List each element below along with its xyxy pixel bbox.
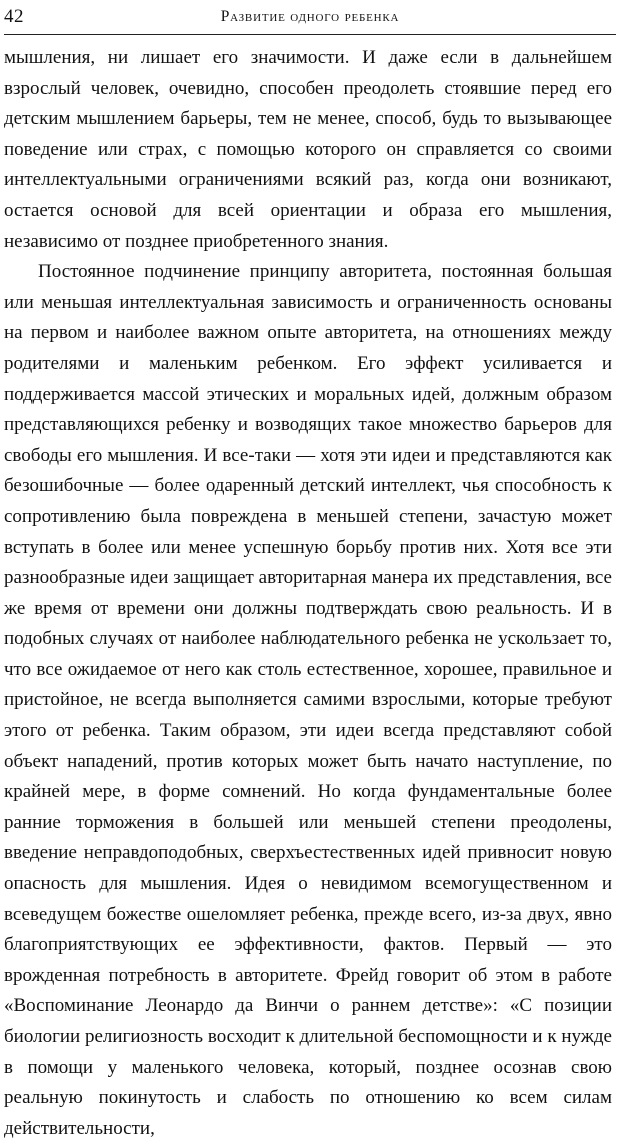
body-text	[4, 43, 612, 1144]
paragraph-authority: Постоянное подчинение принципу авторитета, постоянная большая или меньшая интеллектуальная зависимость и ограниченность основаны на первом и наиболее важном опыте авторитета, на отношениях между родителями и маленьким ребенком. Его эффект усиливается и поддерживается массой этических и моральных идей, должным образом представляющихся ребенку и возводящих такое множество барьеров для свободы его мышления. И все-таки — хотя эти идеи и представляются как безошибочные — более одаренный детский интеллект, чья способность к сопротивлению была повреждена в меньшей степени, зачастую может вступать в более или менее успешную борьбу против них. Хотя все эти разнообразные идеи защищает авторитарная манера их представления, все же время от времени они должны подтверждать свою реальность. И в подобных случаях от наиболее наблюдательного ребенка не ускользает то, что все ожидаемое от него как столь естественное, хорошее, правильное и пристойное, не всегда выполняется самими взрослыми, которые требуют этого от ребенка. Таким образом, эти идеи всегда представляют собой объект нападений, против которых может быть начато наступление, по крайней мере, в форме сомнений. Но когда фундаментальные более ранние торможения в большей или меньшей степени преодолены, введение неправдоподобных, сверхъестественных идей привносит новую опасность для мышления. Идея о невидимом всемогущественном и всеведущем божестве ошеломляет ребенка, прежде всего, из-за двух, явно благоприятствующих ее эффективности, фактов. Первый — это врожденная потребность в авторитете. Фрейд говорит об этом в работе «Воспоминание Леонардо да Винчи о раннем детстве»: «С позиции биологии религиозность восходит к длительной беспомощности и к нужде в помощи у маленького человека, который, позднее осознав свою реальную покинутость и слабость по отношению ко всем силам действительности,	[4, 261, 612, 1139]
paragraph-continuation: мышления, ни лишает его значимости. И даже если в дальнейшем взрослый человек, очевидно, способен преодолеть стоявшие перед его детским мышлением барьеры, тем не менее, способ, будь то вызывающее поведение или страх, с помощью которого он справляется со своими интеллектуальными ограничениями всякий раз, когда они возникают, остается основой для всей ориентации и образа его мышления, независимо от позднее приобретенного знания.	[4, 47, 612, 252]
running-header	[4, 4, 616, 35]
running-title: Развитие одного ребенка	[220, 8, 400, 25]
page-number: 42	[4, 6, 24, 27]
